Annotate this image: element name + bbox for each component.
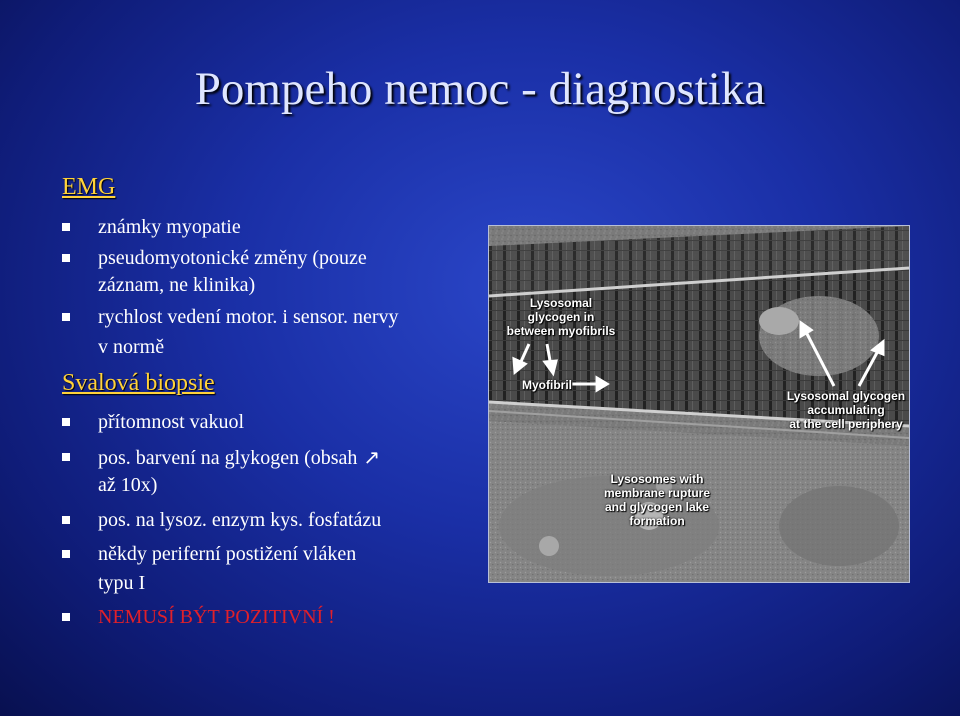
label-periphery: Lysosomal glycogen accumulating at the cell periphery [786, 389, 906, 431]
bullet-square-icon [62, 418, 70, 426]
page-title: Pompeho nemoc - diagnostika [194, 63, 766, 115]
bullet-square-icon [62, 313, 70, 321]
bullet-square-icon [62, 254, 70, 262]
micrograph-image [488, 225, 910, 583]
warning-text: NEMUSÍ BÝT POZITIVNÍ ! [98, 606, 335, 628]
bullet-square-icon [62, 453, 70, 461]
emg-heading: EMG [62, 174, 116, 200]
label-lysosomal-between: Lysosomal glycogen in between myofibrils [506, 296, 616, 338]
bullet-square-icon [62, 223, 70, 231]
biopsy-heading: Svalová biopsie [62, 370, 215, 396]
arrow-up-right-icon: ↗ [363, 445, 381, 469]
bullet-square-icon [62, 613, 70, 621]
label-myofibril: Myofibril [522, 378, 572, 392]
bullet-square-icon [62, 516, 70, 524]
bullet-square-icon [62, 550, 70, 558]
label-lysosomes: Lysosomes with membrane rupture and glycogen lake formation [603, 472, 711, 528]
